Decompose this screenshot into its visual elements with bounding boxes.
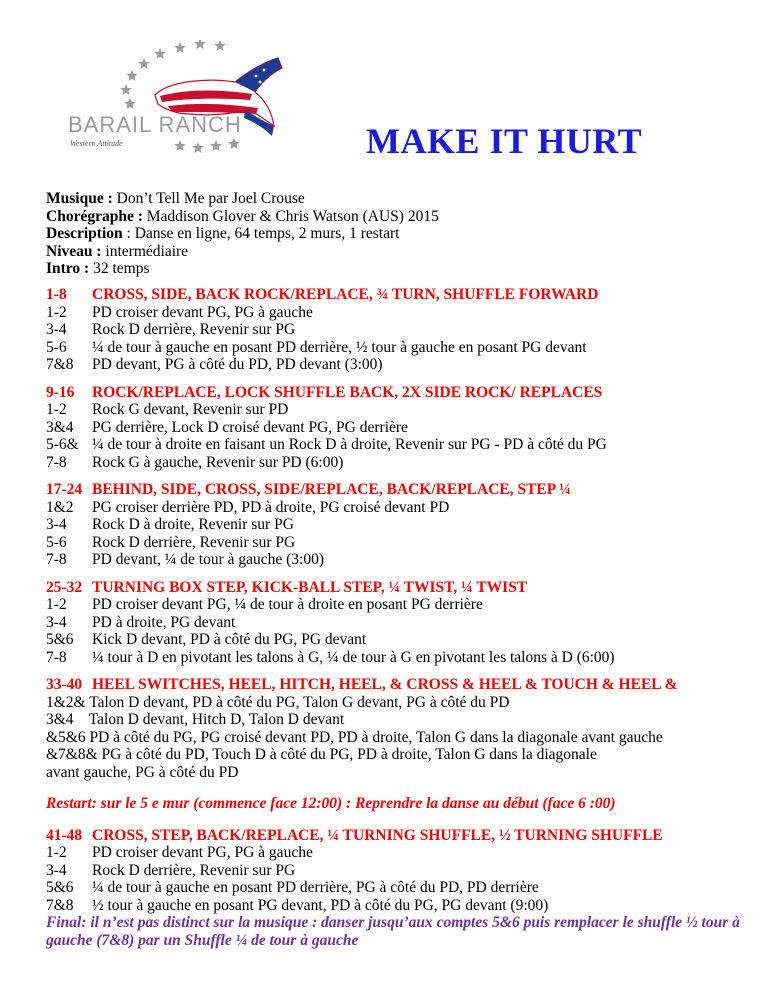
step-row: 1-2 PD croiser devant PG, ¼ de tour à droite en posant PG derrière bbox=[46, 596, 483, 613]
restart-note: Restart: sur le 5 e mur (commence face 12:00) : Reprendre la danse au début (face 6 :00) bbox=[46, 795, 616, 812]
barail-ranch-logo bbox=[60, 40, 330, 160]
info-description: Description : Danse en ligne, 64 temps, 2 murs, 1 restart bbox=[46, 225, 400, 242]
step-row: 1&2 PG croiser derrière PD, PD à droite, PG croisé devant PD bbox=[46, 498, 450, 516]
star-icon bbox=[228, 138, 239, 149]
section-25-32 bbox=[46, 579, 746, 667]
star-icon bbox=[210, 140, 221, 151]
step-row: 3-4 Rock D derrière, Revenir sur PG bbox=[46, 321, 296, 338]
step-row: 7-8 ¼ tour à D en pivotant les talons à G, ¼ de tour à G en pivotant les talons à D (6:00) bbox=[46, 648, 615, 666]
dance-title: MAKE IT HURT bbox=[366, 121, 643, 161]
info-choreographer: Chorégraphe : Maddison Glover & Chris Watson (AUS) 2015 bbox=[46, 207, 439, 225]
section-9-16 bbox=[46, 384, 746, 472]
step-row: 3-4 PD à droite, PG devant bbox=[46, 613, 236, 631]
step-line: 1&2& Talon D devant, PD à côté du PG, Talon G devant, PG à côté du PD bbox=[46, 693, 510, 711]
star-icon bbox=[124, 98, 135, 109]
logo-name: BARAIL RANCH bbox=[68, 112, 242, 137]
step-row: 5-6 ¼ de tour à gauche en posant PD derrière, ½ tour à gauche en posant PG devant bbox=[46, 338, 587, 356]
step-line: avant gauche, PG à côté du PD bbox=[46, 763, 239, 781]
step-row: 5&6 ¼ de tour à gauche en posant PD derrière, PG à côté du PD, PD derrière bbox=[46, 879, 539, 896]
step-row: 1-2 PD croiser devant PG, PG à gauche bbox=[46, 303, 313, 321]
star-icon bbox=[174, 42, 185, 53]
step-row: 5-6 Rock D derrière, Revenir sur PG bbox=[46, 533, 296, 551]
step-row: 3-4 Rock D à droite, Revenir sur PG bbox=[46, 516, 294, 533]
section-heading: 33-40 HEEL SWITCHES, HEEL, HITCH, HEEL, & CROSS & HEEL & TOUCH & HEEL & bbox=[46, 676, 678, 693]
star-icon bbox=[120, 84, 131, 95]
logo-tagline: Western Attitude bbox=[70, 139, 123, 148]
section-heading: 41-48 CROSS, STEP, BACK/REPLACE, ¼ TURNING SHUFFLE, ½ TURNING SHUFFLE bbox=[46, 826, 663, 844]
section-heading: 9-16 ROCK/REPLACE, LOCK SHUFFLE BACK, 2X SIDE ROCK/ REPLACES bbox=[46, 383, 603, 401]
section-41-48 bbox=[46, 827, 746, 915]
step-row: 1-2 PD croiser devant PG, PG à gauche bbox=[46, 844, 313, 861]
step-row: 7-8 Rock G à gauche, Revenir sur PD (6:00) bbox=[46, 453, 344, 471]
section-heading: 17-24 BEHIND, SIDE, CROSS, SIDE/REPLACE, BACK/REPLACE, STEP ¼ bbox=[46, 481, 571, 498]
dance-info bbox=[46, 190, 439, 278]
step-row: 3&4 PG derrière, Lock D croisé devant PG, PG derrière bbox=[46, 418, 408, 436]
step-row: 5&6 Kick D devant, PD à côté du PG, PG devant bbox=[46, 631, 367, 648]
info-intro: Intro : 32 temps bbox=[46, 260, 150, 277]
info-music: Musique : Don’t Tell Me par Joel Crouse bbox=[46, 190, 305, 207]
step-line: &7&8& PG à côté du PD, Touch D à côté du PG, PD à droite, Talon G dans la diagonale bbox=[46, 746, 597, 763]
star-icon bbox=[154, 48, 165, 59]
logo-graphic bbox=[60, 40, 330, 160]
step-row: 3-4 Rock D derrière, Revenir sur PG bbox=[46, 861, 296, 879]
final-note: Final: il n’est pas distinct sur la musique : danser jusqu’aux comptes 5&6 puis remplacer le shuffle ½ tour à gauche (7&8) par un Shuffle ¼ de tour à gauche bbox=[46, 914, 740, 949]
step-line: 3&4 Talon D devant, Hitch D, Talon D devant bbox=[46, 711, 345, 728]
info-level: Niveau : intermédiaire bbox=[46, 242, 189, 260]
step-row: 7&8 PD devant, PG à côté du PD, PD devant (3:00) bbox=[46, 356, 383, 373]
step-sheet bbox=[46, 286, 746, 949]
star-icon bbox=[192, 142, 203, 153]
star-icon bbox=[194, 40, 205, 49]
section-1-8 bbox=[46, 286, 746, 374]
star-icon bbox=[126, 70, 137, 81]
star-icon bbox=[174, 140, 185, 151]
step-row: 7-8 PD devant, ¼ de tour à gauche (3:00) bbox=[46, 551, 325, 568]
step-row: 1-2 Rock G devant, Revenir sur PD bbox=[46, 401, 289, 418]
section-17-24 bbox=[46, 481, 746, 569]
step-line: &5&6 PD à côté du PG, PG croisé devant PD, PD à droite, Talon G dans la diagonale avant gauche bbox=[46, 728, 663, 746]
step-row: 7&8 ½ tour à gauche en posant PG devant, PD à côté du PG, PG devant (9:00) bbox=[46, 896, 549, 914]
star-icon bbox=[214, 40, 225, 51]
section-heading: 1-8 CROSS, SIDE, BACK ROCK/REPLACE, ¾ TURN, SHUFFLE FORWARD bbox=[46, 286, 599, 303]
section-heading: 25-32 TURNING BOX STEP, KICK-BALL STEP, ¼ TWIST, ¼ TWIST bbox=[46, 578, 528, 596]
star-icon bbox=[138, 58, 149, 69]
section-33-40 bbox=[46, 676, 746, 781]
step-row: 5-6& ¼ de tour à droite en faisant un Rock D à droite, Revenir sur PG - PD à côté du PG bbox=[46, 436, 607, 453]
